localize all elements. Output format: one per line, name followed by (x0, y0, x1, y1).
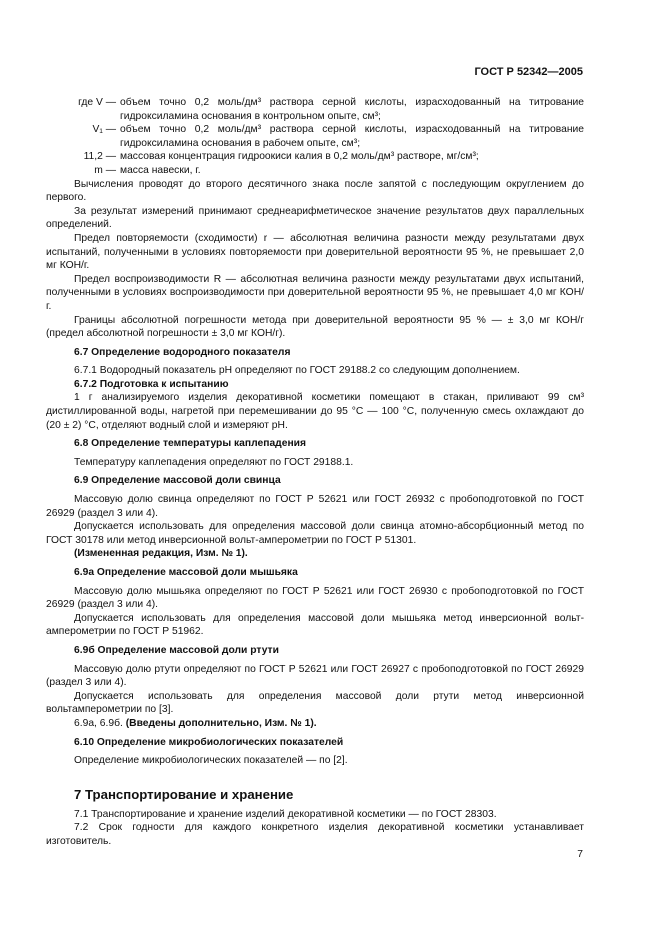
paragraph-6-8: Температуру каплепадения определяют по ГОСТ 29188.1. (74, 456, 354, 468)
paragraph-7-2: 7.2 Срок годности для каждого конкретного изделия декоративной косметики устанавливает изготовитель. (46, 822, 584, 847)
definition-symbol: V₁ — (92, 124, 116, 136)
amendment-clauses: 6.9а, 6.9б. (74, 717, 126, 729)
paragraph-6-7-2: 1 г анализируемого изделия декоративной косметики помещают в стакан, приливают 99 см³ дистиллированной воды, нагретой при перемешивании до 95 °С — 100 °С, полученную смесь охлаждают до (20 ± 2) °С, отделяют водный слой и измеряют pH. (46, 392, 584, 431)
heading-6-8: 6.8 Определение температуры каплепадения (74, 438, 306, 450)
paragraph-6-10: Определение микробиологических показателей — по [2]. (74, 755, 348, 767)
heading-6-9a: 6.9а Определение массовой доли мышьяка (74, 567, 298, 578)
definition-row (46, 150, 584, 164)
paragraph-6-9b-methods: Допускается использовать для определения массовой доли ртути метод инверсионной вольтамперометрии по [3]. (46, 690, 584, 716)
paragraph-7-1: 7.1 Транспортирование и хранение изделий декоративной косметики — по ГОСТ 28303. (74, 808, 497, 820)
definition-row (46, 164, 584, 178)
paragraph-6-9b-lead: Массовую долю ртути определяют по ГОСТ Р 52621 или ГОСТ 26927 с пробоподготовкой по ГОСТ 26929 (раздел 3 или 4). (46, 663, 584, 689)
amendment-note: (Введены дополнительно, Изм. № 1). (125, 717, 317, 729)
heading-6-7: 6.7 Определение водородного показателя (74, 346, 291, 358)
paragraph-6-9ab-amendment (46, 717, 584, 731)
definition-row (46, 96, 584, 123)
definition-symbol: m — (94, 164, 116, 176)
formula-definitions (46, 96, 584, 178)
definition-symbol: 11,2 — (83, 151, 116, 163)
section-heading-7: 7 Транспортирование и хранение (74, 786, 294, 802)
definition-text: объем точно 0,2 моль/дм³ раствора серной кислоты, израсходованный на титрование гидроксиламина основания в контрольном опыте, см³; (120, 97, 584, 122)
paragraph-6-9a-lead: Массовую долю мышьяка определяют по ГОСТ Р 52621 или ГОСТ 26930 с пробоподготовкой по ГОСТ 26929 (раздел 3 или 4). (46, 585, 584, 611)
definition-text: объем точно 0,2 моль/дм³ раствора серной кислоты, израсходованный на титрование гидроксиламина основания в рабочем опыте, см³; (120, 124, 584, 149)
page-content (46, 96, 584, 849)
heading-6-10: 6.10 Определение микробиологических показателей (74, 736, 344, 748)
definition-symbol: где V — (78, 97, 116, 108)
document-header-id: ГОСТ Р 52342—2005 (474, 66, 583, 78)
page-number: 7 (577, 849, 583, 860)
paragraph-6-7-1: 6.7.1 Водородный показатель pH определяют по ГОСТ 29188.2 со следующим дополнением. (74, 365, 520, 377)
paragraph-calculation: Вычисления проводят до второго десятичного знака после запятой с последующим округлением до первого. (46, 178, 584, 204)
heading-6-9: 6.9 Определение массовой доли свинца (74, 475, 281, 487)
paragraph-6-9-amendment: (Измененная редакция, Изм. № 1). (74, 548, 248, 560)
definition-text: массовая концентрация гидроокиси калия в 0,2 моль/дм³ растворе, мг/см³; (120, 151, 479, 163)
definition-text: масса навески, г. (120, 164, 201, 176)
paragraph-reproducibility: Предел воспроизводимости R — абсолютная величина разности между результатами двух испытаний, полученными в условиях воспроизводимости при доверительной вероятности 95 %, не превышает 4,0 мг КОН/г. (46, 273, 584, 312)
paragraph-result: За результат измерений принимают среднеарифметическое значение результатов двух параллельных определений. (46, 205, 584, 231)
paragraph-repeatability: Предел повторяемости (сходимости) r — абсолютная величина разности между результатами двух испытаний, полученными в условиях повторяемости при доверительной вероятности 95 %, не превышает 2,0 мг КОН/г. (46, 232, 584, 272)
paragraph-6-9-lead: Массовую долю свинца определяют по ГОСТ Р 52621 или ГОСТ 26932 с пробоподготовкой по ГОСТ 26929 (раздел 3 или 4). (46, 494, 584, 519)
definition-row (46, 123, 584, 150)
paragraph-error-bounds: Границы абсолютной погрешности метода при доверительной вероятности 95 % — ± 3,0 мг КОН/г (предел абсолютной погрешности ± 3,0 мг КОН/г). (46, 314, 584, 340)
paragraph-6-9-methods: Допускается использовать для определения массовой доли свинца атомно-абсорбционный метод по ГОСТ 30178 или метод инверсионной вольт-амперометрии по ГОСТ Р 51301. (46, 521, 584, 546)
heading-6-9b: 6.9б Определение массовой доли ртути (74, 644, 279, 656)
paragraph-6-9a-methods: Допускается использовать для определения массовой доли мышьяка метод инверсионной вольт-амперометрии по ГОСТ Р 51962. (46, 612, 584, 638)
heading-6-7-2: 6.7.2 Подготовка к испытанию (74, 378, 229, 390)
